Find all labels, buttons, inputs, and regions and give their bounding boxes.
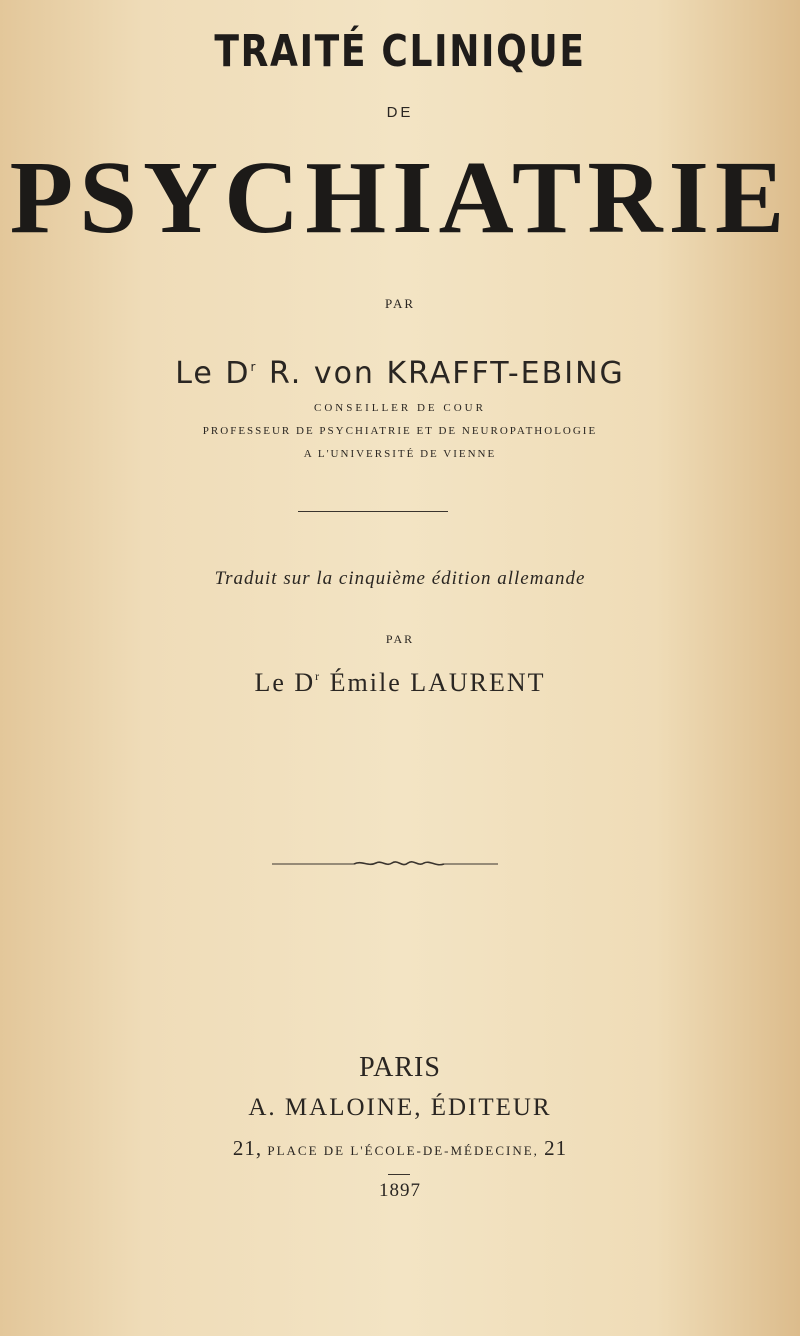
author-title-1: CONSEILLER DE COUR [314, 402, 486, 414]
translation-note: Traduit sur la cinquième édition allemande [214, 568, 586, 589]
author-title-2: PROFESSEUR DE PSYCHIATRIE ET DE NEUROPATHOLOGIE [202, 425, 598, 437]
translator-name: Le $D^r$ Émile LAURENT [254, 668, 546, 697]
publication-year: 1897 [379, 1180, 421, 1201]
translator-by-label: PAR [385, 632, 415, 646]
author-name: Le $D^r$ R. von KRAFFT-EBING [175, 356, 625, 391]
title-line-1: TRAITÉ CLINIQUE [214, 26, 586, 77]
title-main: PSYCHIATRIE [9, 140, 791, 255]
title-line-2: DE [386, 104, 414, 121]
divider-rule [298, 511, 448, 512]
ornament-divider-icon [272, 858, 528, 870]
year-rule [388, 1174, 410, 1175]
publication-city: PARIS [359, 1052, 441, 1083]
author-title-3: A L'UNIVERSITÉ DE VIENNE [303, 448, 497, 460]
publisher-address: 21, PLACE DE L'ÉCOLE-DE-MÉDECINE, 21 [232, 1136, 568, 1160]
publisher: A. MALOINE, ÉDITEUR [248, 1094, 552, 1121]
by-label: PAR [384, 296, 416, 311]
